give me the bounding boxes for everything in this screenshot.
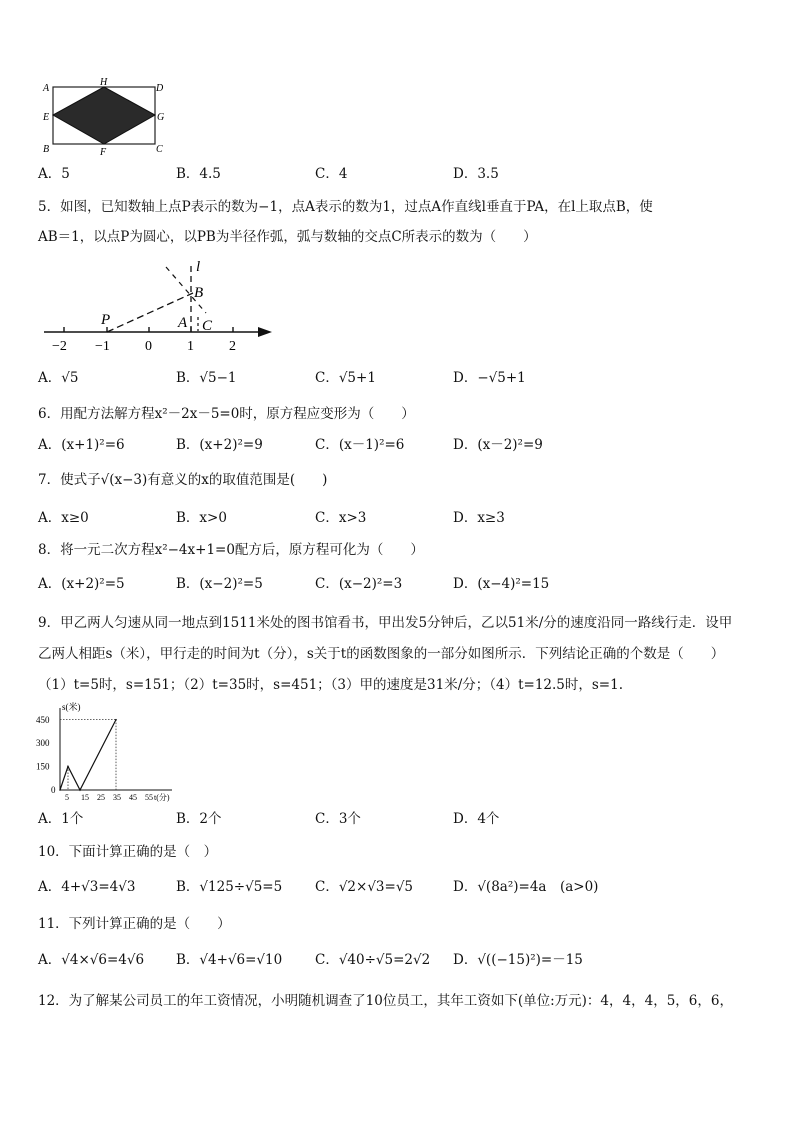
q9-option-a: A．1个 [38, 811, 84, 827]
label-D: D [156, 83, 164, 94]
label-F: F [100, 147, 107, 156]
q9-option-b: B．2个 [176, 811, 222, 827]
q4-option-c: C．4 [315, 166, 348, 182]
q5-stem-line2: AB＝1，以点P为圆心，以PB为半径作弧，弧与数轴的交点C所表示的数为（ ） [38, 229, 537, 245]
q8-stem: 8．将一元二次方程x²−4x+1=0配方后，原方程可化为（ ） [38, 542, 424, 558]
q6-option-a: A．(x+1)²=6 [38, 437, 125, 453]
q8-option-b: B．(x−2)²=5 [176, 576, 263, 592]
q6-option-c: C．(x－1)²=6 [315, 437, 405, 453]
point-C-label: C [202, 318, 213, 334]
x-tick-label-35: 35 [113, 793, 121, 802]
x-tick-label-25: 25 [97, 793, 105, 802]
tick-label-2: 2 [229, 339, 236, 354]
q5-option-c: C．√5+1 [315, 370, 376, 386]
q5-option-b: B．√5−1 [176, 370, 237, 386]
q8-option-a: A．(x+2)²=5 [38, 576, 125, 592]
point-B-label: B [194, 285, 204, 301]
q7-stem: 7．使式子√(x−3)有意义的x的取值范围是( ) [38, 472, 328, 488]
q10-option-a: A．4+√3=4√3 [38, 879, 136, 895]
label-E: E [43, 112, 50, 123]
label-G: G [157, 112, 165, 123]
x-tick-label-55: 55 [145, 793, 153, 802]
q7-option-d: D．x≥3 [453, 510, 505, 526]
q9-stem-line1: 9．甲乙两人匀速从同一地点到1511米处的图书馆看书，甲出发5分钟后，乙以51米/分的速度沿同一路线行走．设甲 [38, 615, 733, 631]
q10-option-c: C．√2×√3=√5 [315, 879, 414, 895]
tick-label-1: 1 [187, 339, 194, 354]
y-tick-label-450: 450 [36, 714, 50, 725]
q11-option-c: C．√40÷√5=2√2 [315, 952, 431, 968]
q10-stem: 10．下面计算正确的是（ ） [38, 844, 218, 860]
label-C: C [156, 144, 163, 155]
q4-option-d: D．3.5 [453, 166, 499, 182]
q11-option-d: D．√((−15)²)=－15 [453, 952, 583, 968]
q12-stem: 12．为了解某公司员工的年工资情况，小明随机调查了10位员工，其年工资如下(单位:万元)：4，4，4，5，6，6， [38, 993, 733, 1009]
q6-option-b: B．(x+2)²=9 [176, 437, 263, 453]
rhombus-figure [38, 78, 168, 156]
q5-option-a: A．√5 [38, 370, 79, 386]
line-l-label: l [196, 259, 201, 275]
q11-stem: 11．下列计算正确的是（ ） [38, 916, 231, 932]
q9-stem-line2: 乙两人相距s（米），甲行走的时间为t（分），s关于t的函数图象的一部分如图所示．下列结论正确的个数是（ ） [38, 646, 725, 662]
x-tick-label-15: 15 [81, 793, 89, 802]
q9-option-c: C．3个 [315, 811, 361, 827]
q11-option-a: A．√4×√6=4√6 [38, 952, 145, 968]
q6-stem: 6．用配方法解方程x²－2x－5=0时，原方程应变形为（ ） [38, 406, 415, 422]
q5-option-d: D．−√5+1 [453, 370, 526, 386]
x-tick-label-5: 5 [65, 793, 69, 802]
data-point-2 [79, 789, 81, 791]
label-H: H [100, 78, 108, 88]
q10-option-b: B．√125÷√5=5 [176, 879, 283, 895]
q9-distance-time-chart [34, 702, 184, 802]
data-point-3 [115, 719, 117, 721]
q8-option-c: C．(x−2)²=3 [315, 576, 403, 592]
point-A-label: A [178, 315, 188, 331]
label-A: A [43, 83, 50, 94]
data-point-0 [59, 789, 61, 791]
number-line-figure [38, 255, 278, 355]
q10-option-d: D．√(8a²)=4a (a>0) [453, 879, 599, 895]
series-line [60, 720, 116, 790]
tick-label-0: 0 [145, 339, 152, 354]
q5-stem-line1: 5．如图，已知数轴上点P表示的数为−1，点A表示的数为1，过点A作直线l垂直于PA，在l上取点B，使 [38, 199, 653, 215]
q6-option-d: D．(x－2)²=9 [453, 437, 543, 453]
y-tick-label-0: 0 [51, 785, 56, 795]
q7-option-a: A．x≥0 [38, 510, 89, 526]
label-B: B [43, 144, 50, 155]
tick-label-m1: −1 [95, 339, 110, 354]
q4-option-b: B．4.5 [176, 166, 221, 182]
data-point-1 [67, 766, 69, 768]
q4-option-a: A．5 [38, 166, 70, 182]
q7-option-c: C．x>3 [315, 510, 367, 526]
point-P-label: P [101, 312, 111, 328]
x-axis-label: t(分) [154, 793, 170, 802]
q9-stem-line3: （1）t=5时，s=151；（2）t=35时，s=451；（3）甲的速度是31米/分；（4）t=12.5时，s=1. [38, 677, 624, 693]
q7-option-b: B．x>0 [176, 510, 227, 526]
q9-option-d: D．4个 [453, 811, 500, 827]
x-tick-label-45: 45 [129, 793, 137, 802]
y-tick-label-300: 300 [36, 738, 50, 749]
q11-option-b: B．√4+√6=√10 [176, 952, 283, 968]
y-axis-label: s(米) [62, 702, 81, 712]
q8-option-d: D．(x−4)²=15 [453, 576, 550, 592]
tick-label-m2: −2 [52, 339, 67, 354]
y-tick-label-150: 150 [36, 761, 50, 772]
